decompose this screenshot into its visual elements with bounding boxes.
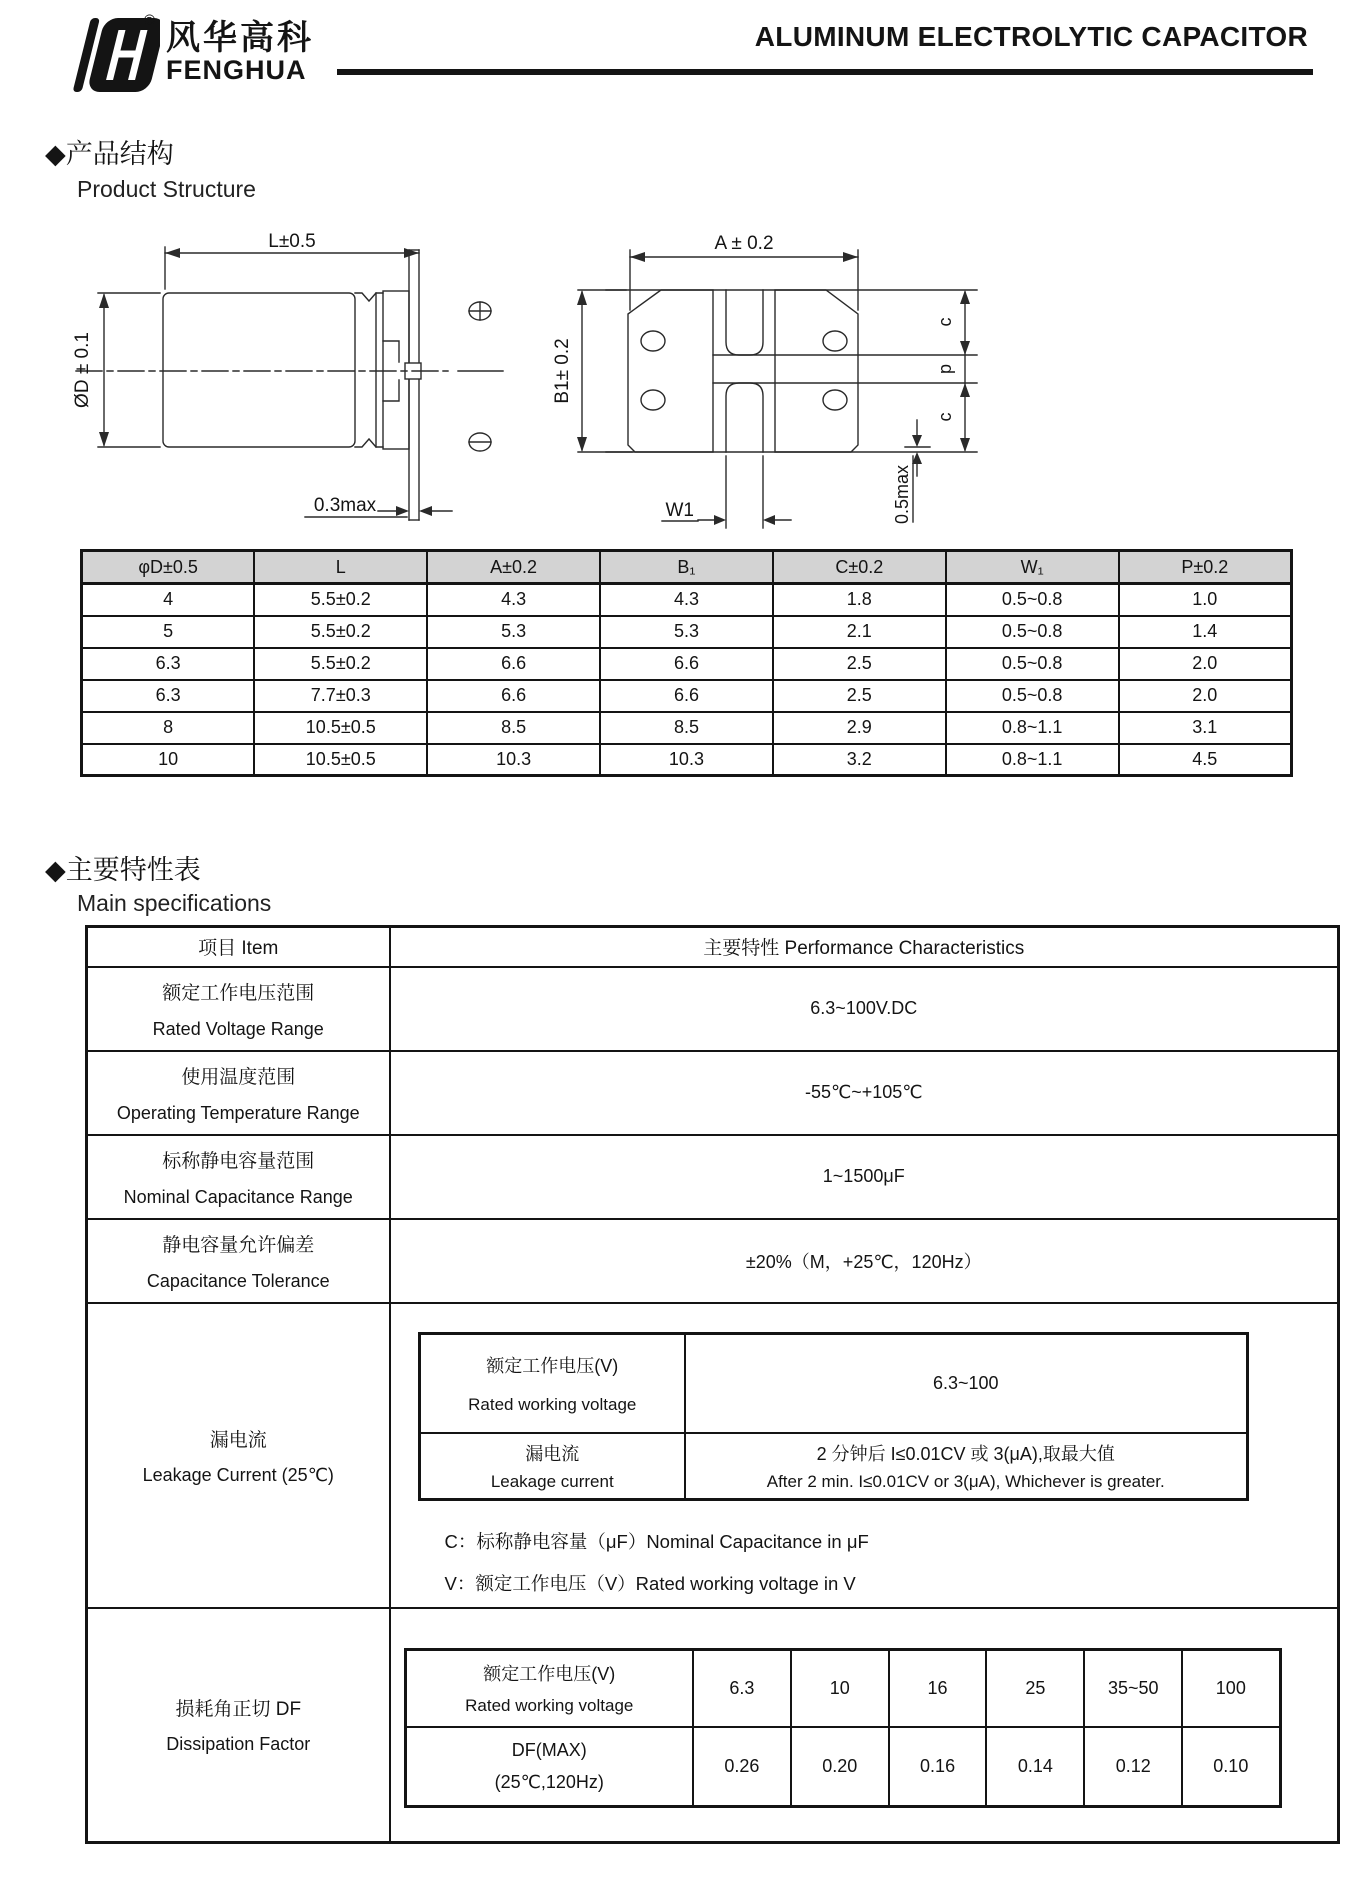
dim-label-lead-thickness: 0.3max	[313, 495, 377, 516]
df-voltage-cell: 10	[791, 1649, 889, 1727]
spec-header-row	[87, 927, 1339, 967]
inner-label-cell	[405, 1649, 693, 1727]
spec-item-cell	[87, 967, 390, 1051]
df-condition-label: (25℃,120Hz)	[494, 1772, 604, 1792]
inner-label-en: Leakage current	[490, 1471, 614, 1491]
table-cell: 4.3	[600, 584, 773, 616]
spec-df-cell	[390, 1608, 1339, 1843]
spec-row-nominal-capacitance	[87, 1135, 1339, 1219]
dimension-table	[80, 549, 1293, 777]
section-main-specs-heading-cn: ◆主要特性表	[45, 855, 201, 885]
spec-row-dissipation-factor	[87, 1608, 1339, 1843]
table-cell: 5.3	[427, 616, 600, 648]
table-row	[82, 680, 1292, 712]
table-cell: 3.1	[1119, 712, 1292, 744]
table-row	[405, 1727, 1280, 1806]
df-voltage-cell: 6.3	[693, 1649, 791, 1727]
df-voltage-cell: 35~50	[1084, 1649, 1182, 1727]
table-row	[82, 712, 1292, 744]
table-cell: 1.0	[1119, 584, 1292, 616]
inner-label-cell	[419, 1333, 685, 1433]
inner-value-cell: 6.3~100	[685, 1333, 1247, 1433]
spec-item-header: 项目 Item	[87, 927, 390, 967]
table-cell: 2.9	[773, 712, 946, 744]
table-cell: 7.7±0.3	[254, 680, 427, 712]
table-cell: 10.5±0.5	[254, 712, 427, 744]
table-row	[82, 744, 1292, 776]
spec-row-leakage-current	[87, 1303, 1339, 1608]
df-value-cell: 0.16	[889, 1727, 987, 1806]
table-cell: 5	[82, 616, 255, 648]
dim-label-standoff: 0.5max	[892, 464, 912, 524]
section-main-specs-heading-en: Main specifications	[77, 890, 272, 916]
table-cell: 6.3	[82, 648, 255, 680]
table-cell: 2.0	[1119, 648, 1292, 680]
dim-col-header: L	[254, 551, 427, 584]
spec-value-cell: ±20%（M，+25℃，120Hz）	[390, 1219, 1339, 1303]
table-cell: 0.5~0.8	[946, 616, 1119, 648]
dim-col-header: B₁	[600, 551, 773, 584]
spec-perf-header: 主要特性 Performance Characteristics	[390, 927, 1339, 967]
table-cell: 8	[82, 712, 255, 744]
dim-label-c-top: c	[935, 317, 955, 327]
section-product-structure-heading-cn: ◆产品结构	[45, 139, 174, 169]
table-cell: 0.8~1.1	[946, 712, 1119, 744]
item-label-en: Dissipation Factor	[166, 1734, 311, 1755]
leakage-formula-cn: 2 分钟后 I≤0.01CV 或 3(μA),取最大值	[816, 1443, 1115, 1464]
inner-label-cn: 额定工作电压(V)	[486, 1355, 619, 1376]
inner-label-cn: 额定工作电压(V)	[483, 1664, 616, 1685]
table-cell: 6.3	[82, 680, 255, 712]
leakage-inner-table	[418, 1332, 1249, 1501]
item-label-cn: 使用温度范围	[181, 1066, 296, 1088]
table-cell: 10	[82, 744, 255, 776]
main-specifications-table	[85, 925, 1340, 1844]
df-voltage-cell: 100	[1182, 1649, 1280, 1727]
table-cell: 8.5	[427, 712, 600, 744]
spec-value-cell: 6.3~100V.DC	[390, 967, 1339, 1051]
table-cell: 1.8	[773, 584, 946, 616]
dim-label-w1: W1	[665, 500, 694, 521]
inner-label-en: Rated working voltage	[468, 1394, 637, 1414]
item-label-en: Rated Voltage Range	[152, 1018, 324, 1039]
header-divider	[337, 69, 1313, 75]
spec-value-cell: -55℃~+105℃	[390, 1051, 1339, 1135]
df-voltage-cell: 25	[986, 1649, 1084, 1727]
leakage-formula-en: After 2 min. I≤0.01CV or 3(μA), Whichever is greater.	[766, 1471, 1165, 1491]
item-label-cn: 标称静电容量范围	[162, 1150, 315, 1172]
spec-row-rated-voltage	[87, 967, 1339, 1051]
table-cell: 0.5~0.8	[946, 680, 1119, 712]
spec-item-cell	[87, 1219, 390, 1303]
spec-leakage-cell	[390, 1303, 1339, 1608]
df-max-label: DF(MAX)	[511, 1739, 587, 1760]
table-cell: 2.1	[773, 616, 946, 648]
table-cell: 10.3	[600, 744, 773, 776]
dim-label-length: L±0.5	[268, 231, 316, 252]
df-value-cell: 0.20	[791, 1727, 889, 1806]
table-cell: 5.3	[600, 616, 773, 648]
inner-label-en: Rated working voltage	[465, 1696, 634, 1716]
spec-value-cell: 1~1500μF	[390, 1135, 1339, 1219]
table-cell: 6.6	[427, 648, 600, 680]
table-cell: 0.8~1.1	[946, 744, 1119, 776]
page-title: ALUMINUM ELECTROLYTIC CAPACITOR	[754, 21, 1308, 52]
table-row	[82, 648, 1292, 680]
item-label-en: Capacitance Tolerance	[146, 1270, 330, 1291]
table-cell: 3.2	[773, 744, 946, 776]
registered-mark: ®	[144, 12, 156, 29]
table-cell: 0.5~0.8	[946, 584, 1119, 616]
logo-name-en: FENGHUA	[166, 55, 307, 85]
table-row	[419, 1433, 1247, 1499]
dim-col-header: C±0.2	[773, 551, 946, 584]
section-product-structure-heading-en: Product Structure	[77, 176, 256, 202]
inner-label-cell	[419, 1433, 685, 1499]
spec-item-cell	[87, 1051, 390, 1135]
item-label-cn: 漏电流	[209, 1429, 267, 1451]
table-cell: 2.5	[773, 680, 946, 712]
dimension-table-header-row	[82, 551, 1292, 584]
table-cell: 4.5	[1119, 744, 1292, 776]
table-row	[82, 616, 1292, 648]
item-label-cn: 额定工作电压范围	[162, 982, 315, 1004]
logo-name-cn: 风华高科	[166, 19, 314, 57]
spec-row-operating-temperature	[87, 1051, 1339, 1135]
table-cell: 4	[82, 584, 255, 616]
note-capacitance: C：标称静电容量（μF）Nominal Capacitance in μF	[444, 1530, 869, 1552]
table-cell: 5.5±0.2	[254, 584, 427, 616]
table-cell: 0.5~0.8	[946, 648, 1119, 680]
inner-label-cell	[405, 1727, 693, 1806]
dim-col-header: A±0.2	[427, 551, 600, 584]
table-cell: 5.5±0.2	[254, 616, 427, 648]
dim-label-c-bottom: c	[935, 412, 955, 422]
table-cell: 2.0	[1119, 680, 1292, 712]
dim-label-p: p	[935, 363, 955, 375]
df-value-cell: 0.14	[986, 1727, 1084, 1806]
item-label-en: Nominal Capacitance Range	[123, 1186, 353, 1207]
df-value-cell: 0.26	[693, 1727, 791, 1806]
table-cell: 1.4	[1119, 616, 1292, 648]
dim-label-b1: B1± 0.2	[552, 338, 573, 404]
df-inner-table	[404, 1648, 1282, 1808]
product-structure-drawing	[0, 195, 1060, 545]
dim-col-header: φD±0.5	[82, 551, 255, 584]
inner-value-cell	[685, 1433, 1247, 1499]
df-value-cell: 0.10	[1182, 1727, 1280, 1806]
spec-item-cell	[87, 1135, 390, 1219]
table-cell: 5.5±0.2	[254, 648, 427, 680]
dim-label-diameter: ØD ± 0.1	[72, 332, 93, 408]
table-row	[405, 1649, 1280, 1727]
dim-col-header: P±0.2	[1119, 551, 1292, 584]
df-voltage-cell: 16	[889, 1649, 987, 1727]
table-cell: 6.6	[600, 648, 773, 680]
item-label-cn: 损耗角正切 DF	[175, 1699, 302, 1721]
inner-label-cn: 漏电流	[525, 1443, 580, 1464]
table-cell: 10.5±0.5	[254, 744, 427, 776]
table-row	[82, 584, 1292, 616]
table-cell: 10.3	[427, 744, 600, 776]
table-cell: 6.6	[427, 680, 600, 712]
df-value-cell: 0.12	[1084, 1727, 1182, 1806]
spec-item-cell	[87, 1303, 390, 1608]
table-cell: 8.5	[600, 712, 773, 744]
dim-label-a: A ± 0.2	[714, 233, 774, 254]
item-label-cn: 静电容量允许偏差	[162, 1234, 315, 1256]
table-row	[419, 1333, 1247, 1433]
table-cell: 4.3	[427, 584, 600, 616]
spec-item-cell	[87, 1608, 390, 1843]
item-label-en: Leakage Current (25℃)	[142, 1464, 334, 1485]
table-cell: 6.6	[600, 680, 773, 712]
note-voltage: V：额定工作电压（V）Rated working voltage in V	[444, 1572, 856, 1594]
item-label-en: Operating Temperature Range	[116, 1102, 360, 1123]
dim-col-header: W₁	[946, 551, 1119, 584]
spec-row-capacitance-tolerance	[87, 1219, 1339, 1303]
table-cell: 2.5	[773, 648, 946, 680]
